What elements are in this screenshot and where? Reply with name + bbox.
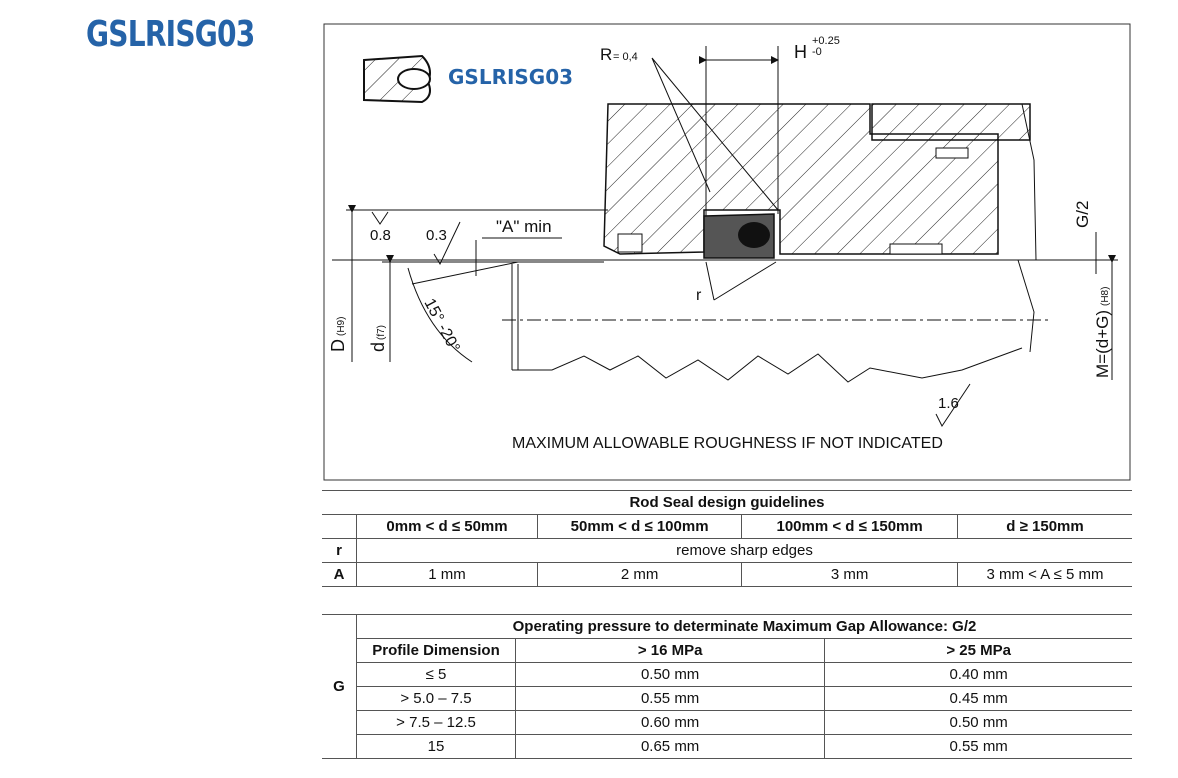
- empty-corner: [322, 515, 357, 539]
- h-tolerance-plus: +0.25: [812, 35, 840, 47]
- small-d-label: d: [368, 341, 388, 352]
- m-label: M=(d+G): [1093, 309, 1112, 378]
- h-tolerance-minus: -0: [812, 46, 822, 58]
- m-sub: (H8): [1100, 286, 1111, 306]
- table-cell: ≤ 5: [357, 663, 516, 687]
- roughness-08: 0.8: [370, 227, 391, 244]
- g-half-label: G/2: [1073, 200, 1092, 228]
- big-d-label: D: [328, 339, 348, 352]
- roughness-16: 1.6: [938, 395, 959, 412]
- table-cell: 0.50 mm: [825, 711, 1132, 735]
- seal-drawing: [322, 22, 1132, 482]
- table-cell: 15: [357, 735, 516, 759]
- table-cell: > 7.5 – 12.5: [357, 711, 516, 735]
- table-cell: 3 mm: [742, 563, 958, 587]
- page-title: GSLRISG03: [86, 14, 255, 55]
- table-cell: 0.55 mm: [825, 735, 1132, 759]
- table-cell: 0.60 mm: [516, 711, 825, 735]
- table-cell: 0.45 mm: [825, 687, 1132, 711]
- h-label: H: [794, 42, 807, 62]
- table-cell: 0.65 mm: [516, 735, 825, 759]
- table-cell: 1 mm: [357, 563, 538, 587]
- profile-label: GSLRISG03: [448, 65, 574, 89]
- gap-table-title: Operating pressure to determinate Maximum Gap Allowance: G/2: [357, 615, 1133, 639]
- col-header: 100mm < d ≤ 150mm: [742, 515, 958, 539]
- row-label-a: A: [322, 563, 357, 587]
- col-header: > 16 MPa: [516, 639, 825, 663]
- table-row: [322, 687, 1132, 711]
- a-min-label: "A" min: [496, 217, 552, 236]
- housing: [604, 104, 1030, 254]
- rod-seal-table: [322, 490, 1132, 587]
- col-header: 0mm < d ≤ 50mm: [357, 515, 538, 539]
- small-d-sub: (f7): [376, 325, 387, 340]
- col-header: 50mm < d ≤ 100mm: [538, 515, 742, 539]
- table-row: [322, 663, 1132, 687]
- angle-label: 15° -20°: [420, 295, 463, 356]
- row-label-g: G: [322, 615, 357, 759]
- row-label-r: r: [322, 539, 357, 563]
- table-cell: > 5.0 – 7.5: [357, 687, 516, 711]
- col-header: d ≥ 150mm: [958, 515, 1133, 539]
- table-row: [322, 711, 1132, 735]
- radius-value: = 0,4: [613, 51, 638, 63]
- table-cell: 0.55 mm: [516, 687, 825, 711]
- seal-profile: [704, 214, 774, 258]
- table-cell: 3 mm < A ≤ 5 mm: [958, 563, 1133, 587]
- r-label: r: [696, 287, 702, 304]
- radius-label: R: [600, 45, 613, 64]
- rod-seal-table-title: Rod Seal design guidelines: [322, 491, 1132, 515]
- table-cell: 0.50 mm: [516, 663, 825, 687]
- gap-allowance-table: [322, 614, 1132, 759]
- roughness-03: 0.3: [426, 227, 447, 244]
- col-header: > 25 MPa: [825, 639, 1132, 663]
- profile-icon: [364, 56, 430, 102]
- roughness-note: MAXIMUM ALLOWABLE ROUGHNESS IF NOT INDICATED: [512, 435, 943, 452]
- table-cell: 2 mm: [538, 563, 742, 587]
- table-cell: 0.40 mm: [825, 663, 1132, 687]
- table-row: [322, 735, 1132, 759]
- col-header: Profile Dimension: [357, 639, 516, 663]
- row-r-value: remove sharp edges: [357, 539, 1133, 563]
- big-d-sub: (H9): [336, 316, 347, 336]
